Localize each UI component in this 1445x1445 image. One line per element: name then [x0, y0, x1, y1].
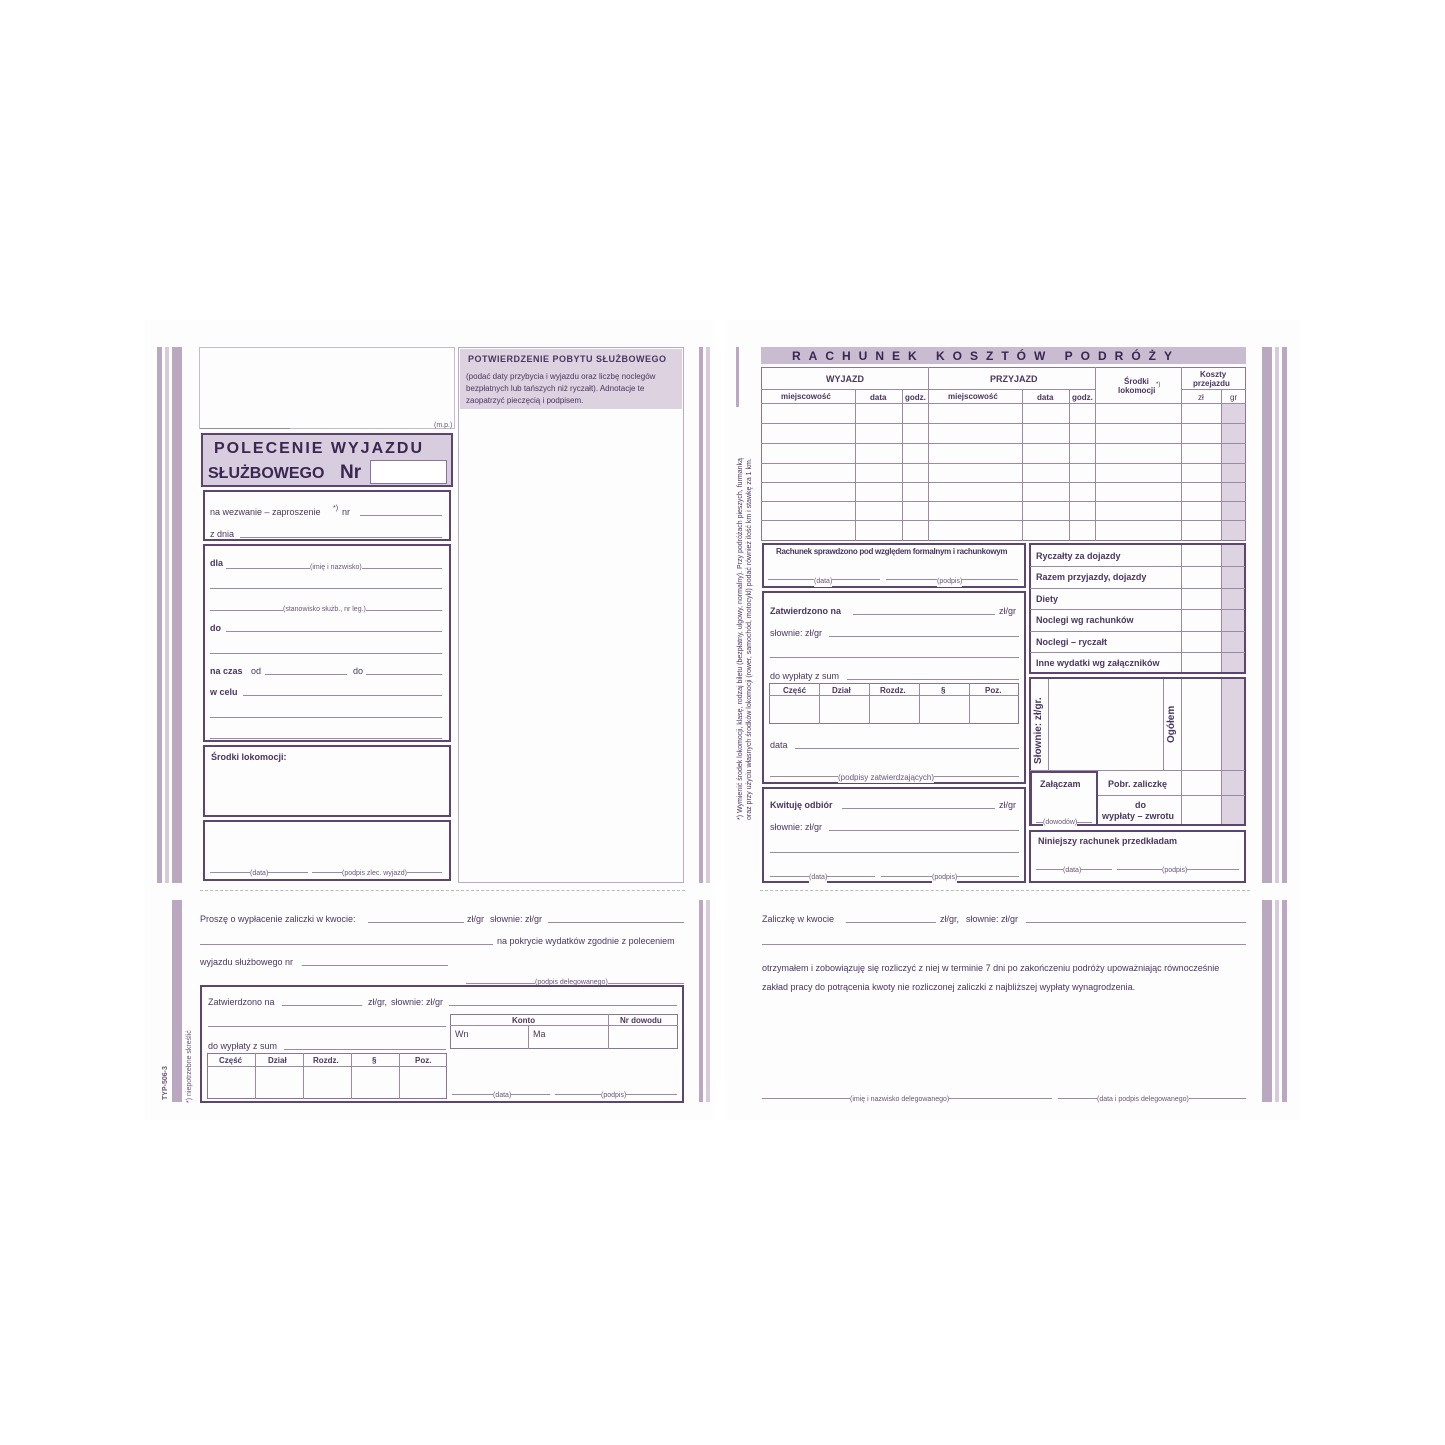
sign-caption: (podpis) — [937, 578, 963, 585]
payout-label: do wypłaty z sum — [208, 1041, 278, 1051]
checked-label: Rachunek sprawdzono pod względem formalnym i rachunkowym — [776, 547, 1008, 556]
payout-field[interactable] — [847, 679, 1019, 680]
center-bar — [699, 347, 703, 883]
invitation-nr-field[interactable] — [360, 515, 442, 516]
name-caption: (imię i nazwisko) — [310, 564, 362, 571]
from-label: od — [251, 666, 262, 676]
obligation-text: otrzymałem i zobowiązuję się rozliczyć z niej w terminie 7 dni po zakończeniu podróży upoważniając równocześnie — [762, 963, 1220, 973]
sign-caption: (podpis) — [932, 874, 958, 881]
stamp-box — [199, 347, 455, 429]
obligation-text-2: zakład pracy do potrącenia kwoty nie rozliczonej zaliczki z najbliższej wypłaty wynagrodzenia. — [762, 982, 1136, 992]
submit-label: Niniejszy rachunek przedkładam — [1038, 836, 1178, 846]
right-edge-bar — [1275, 900, 1279, 1102]
col-arrival: PRZYJAZD — [990, 374, 1038, 384]
position-caption: (stanowisko służb., nr leg.) — [283, 606, 366, 613]
advance-received-label: Zaliczkę w kwocie — [762, 914, 835, 924]
date-caption: (data) — [809, 874, 828, 881]
receipt-amount-field[interactable] — [842, 808, 995, 809]
summary-commuting: Ryczałty za dojazdy — [1036, 551, 1121, 561]
col-debit: Wn — [455, 1029, 469, 1039]
sign-caption: (podpis) — [1162, 867, 1188, 874]
col-zl: zł — [1198, 393, 1204, 402]
destination-field[interactable] — [226, 631, 442, 632]
col-gr: gr — [1230, 393, 1238, 402]
center-bar — [736, 347, 739, 407]
stay-confirmation-box — [458, 347, 684, 883]
purpose-field[interactable] — [243, 695, 442, 696]
in-words-field[interactable] — [829, 636, 1019, 637]
to-label: do — [353, 666, 364, 676]
delegate-sign-caption: (podpis delegowanego) — [535, 979, 608, 986]
in-words-label: słownie: zł/gr — [490, 914, 543, 924]
col-dept: Dział — [832, 686, 851, 695]
right-edge-bar — [1262, 347, 1272, 883]
line-field[interactable] — [210, 588, 442, 589]
form-title-2: SŁUŻBOWEGO — [208, 465, 325, 482]
zlgr-label: zł/gr, — [368, 997, 388, 1007]
data-label: data — [770, 740, 788, 750]
signature-caption: (podpis zlec. wyjazd) — [342, 870, 407, 877]
invitation-label: na wezwanie – zaproszenie — [210, 507, 321, 517]
approved-label: Zatwierdzono na — [208, 997, 275, 1007]
in-words-vertical: Słownie: zł/gr. — [1033, 697, 1044, 764]
col-place: miejscowość — [948, 392, 998, 401]
approvers-caption: (podpisy zatwierdzających) — [838, 773, 935, 782]
col-part: Część — [783, 686, 807, 695]
invitation-sup: *) — [333, 505, 339, 512]
date-caption: (data) — [1063, 867, 1082, 874]
form-code: TYP-506-3 — [162, 1066, 169, 1100]
sign-caption: (podpis) — [601, 1092, 627, 1099]
advance-words-field[interactable] — [548, 922, 684, 923]
payout-return-label-2: wypłaty – zwrotu — [1102, 811, 1175, 821]
col-part: Część — [219, 1056, 243, 1065]
stay-confirmation-note: (podać daty przybycia i wyjazdu oraz liczbę noclegów — [466, 372, 656, 381]
to-field[interactable] — [366, 674, 442, 675]
form-title: POLECENIE WYJAZDU — [214, 440, 425, 457]
side-note: *) Wymienić środek lokomocji, klasę, rodzaj biletu (bezpłatny, ulgowy, normalny). Przy podróżach pieszych, furmanką oraz przy użyciu własnych środków lokomocji (rower, samochód, motocykl) podać również ilość km i stawkę za 1 km. — [737, 458, 753, 820]
line-field[interactable] — [762, 944, 1246, 945]
perforation-line — [200, 890, 685, 891]
transport-label: Środki lokomocji: — [211, 752, 287, 762]
advance-approved-words-field[interactable] — [449, 1005, 677, 1006]
line-field[interactable] — [208, 1026, 446, 1027]
delegate-date-sign-caption: (data i podpis delegowanego) — [1097, 1096, 1189, 1103]
date-caption: (data) — [493, 1092, 512, 1099]
in-words-label: słownie: zł/gr — [770, 822, 823, 832]
approval-date-field[interactable] — [795, 748, 1019, 749]
summary-total-trips: Razem przyjazdy, dojazdy — [1036, 572, 1147, 582]
zlgr-label: zł/gr — [467, 914, 485, 924]
receipt-words-field[interactable] — [829, 830, 1019, 831]
in-words-label: słownie: zł/gr — [770, 628, 823, 638]
total-vertical: Ogółem — [1166, 705, 1177, 743]
date-caption: (data) — [814, 578, 833, 585]
right-edge-bar — [1262, 900, 1272, 1102]
period-label: na czas — [210, 666, 243, 676]
col-date: data — [1037, 393, 1054, 402]
center-bar — [706, 900, 710, 1102]
col-chapter: Rozdz. — [880, 686, 906, 695]
attachments-label: Załączam — [1040, 779, 1081, 789]
line-field[interactable] — [200, 944, 493, 945]
perforation-line — [760, 890, 1250, 891]
in-words-label: słownie: zł/gr — [966, 914, 1019, 924]
date-caption: (data) — [250, 870, 269, 877]
col-transport-sup: *) — [1156, 382, 1161, 388]
col-transport-2: lokomocji — [1118, 386, 1156, 395]
advance-request-label: Proszę o wypłacenie zaliczki w kwocie: — [200, 914, 356, 924]
purpose-label: w celu — [210, 687, 238, 697]
strike-note: *) niepotrzebne skreślić — [186, 1030, 193, 1103]
col-cost-2: przejazdu — [1193, 379, 1230, 388]
stay-confirmation-title: POTWIERDZENIE POBYTU SŁUŻBOWEGO — [468, 354, 667, 364]
line-field[interactable] — [210, 717, 442, 718]
cover-expenses-label: na pokrycie wydatków zgodnie z poleceniem — [497, 936, 675, 946]
summary-diets: Diety — [1036, 594, 1059, 604]
col-document-nr: Nr dowodu — [620, 1016, 662, 1025]
zlgr-label: zł/gr — [999, 800, 1017, 810]
expense-title: RACHUNEK KOSZTÓW PODRÓŻY — [792, 349, 1180, 363]
col-account: Konto — [512, 1016, 536, 1025]
col-departure: WYJAZD — [826, 374, 864, 384]
center-bar — [699, 900, 703, 1102]
right-edge-bar — [1282, 347, 1287, 883]
do-label: do — [210, 623, 221, 633]
line-field[interactable] — [770, 852, 1019, 853]
trip-number-field[interactable] — [302, 965, 448, 966]
advance-label: Pobr. zaliczkę — [1108, 779, 1168, 789]
date-label: z dnia — [210, 529, 235, 539]
mp-label: (m.p.) — [434, 422, 453, 429]
zlgr-label: zł/gr, — [940, 914, 960, 924]
approved-amount-field[interactable] — [853, 614, 995, 615]
in-words-label: słownie: zł/gr — [391, 997, 444, 1007]
col-transport: Środki — [1124, 377, 1149, 386]
col-chapter: Rozdz. — [313, 1056, 339, 1065]
zlgr-label: zł/gr — [999, 606, 1017, 616]
left-edge-bar — [157, 347, 162, 883]
col-paragraph: § — [941, 686, 946, 695]
payout-return-label: do — [1135, 800, 1146, 810]
col-credit: Ma — [533, 1029, 546, 1039]
stay-confirmation-note: zaopatrzyć pieczęcią i podpisem. — [466, 396, 584, 405]
summary-lodging-receipts: Noclegi wg rachunków — [1036, 615, 1134, 625]
col-hour: godz. — [905, 393, 926, 402]
received-words-field[interactable] — [1026, 922, 1246, 923]
nr-field[interactable] — [370, 460, 447, 484]
summary-lodging-flat: Noclegi – ryczałt — [1036, 637, 1108, 647]
stay-confirmation-note: bezpłatnych lub tańszych niż ryczałt). Adnotacje te — [466, 384, 645, 393]
col-place: miejscowość — [781, 392, 831, 401]
left-edge-bar — [172, 900, 182, 1102]
advance-amount-field[interactable] — [368, 922, 464, 923]
payout-field[interactable] — [284, 1049, 446, 1050]
date-field[interactable] — [240, 537, 442, 538]
col-dept: Dział — [268, 1056, 287, 1065]
col-date: data — [870, 393, 887, 402]
right-edge-bar — [1275, 347, 1279, 883]
col-hour: godz. — [1072, 393, 1093, 402]
center-bar — [706, 347, 710, 883]
col-paragraph: § — [372, 1056, 377, 1065]
summary-other: Inne wydatki wg załączników — [1036, 658, 1160, 668]
col-cost: Koszty — [1200, 370, 1227, 379]
trip-number-label: wyjazdu służbowego nr — [200, 957, 294, 967]
received-amount-field[interactable] — [846, 922, 936, 923]
form-title-nr: Nr — [340, 462, 362, 483]
invitation-nr: nr — [342, 507, 351, 517]
left-edge-bar — [165, 347, 169, 883]
delegate-name-caption: (imię i nazwisko delegowanego) — [850, 1096, 950, 1103]
approved-label: Zatwierdzono na — [770, 606, 842, 616]
receipt-label: Kwituję odbiór — [770, 800, 833, 810]
documents-caption: (dowodów) — [1043, 819, 1078, 826]
line-field[interactable] — [210, 738, 442, 739]
col-pos: Poz. — [415, 1056, 432, 1065]
col-pos: Poz. — [985, 686, 1002, 695]
line-field[interactable] — [210, 653, 442, 654]
left-edge-bar — [172, 347, 182, 883]
payout-label: do wypłaty z sum — [770, 671, 840, 681]
from-field[interactable] — [265, 674, 347, 675]
advance-approved-field[interactable] — [282, 1005, 362, 1006]
grosze-column — [1222, 679, 1244, 824]
line-field[interactable] — [770, 657, 1019, 658]
right-edge-bar — [1282, 900, 1287, 1102]
dla-label: dla — [210, 558, 224, 568]
journey-table — [761, 367, 1246, 541]
person-box — [203, 544, 451, 742]
